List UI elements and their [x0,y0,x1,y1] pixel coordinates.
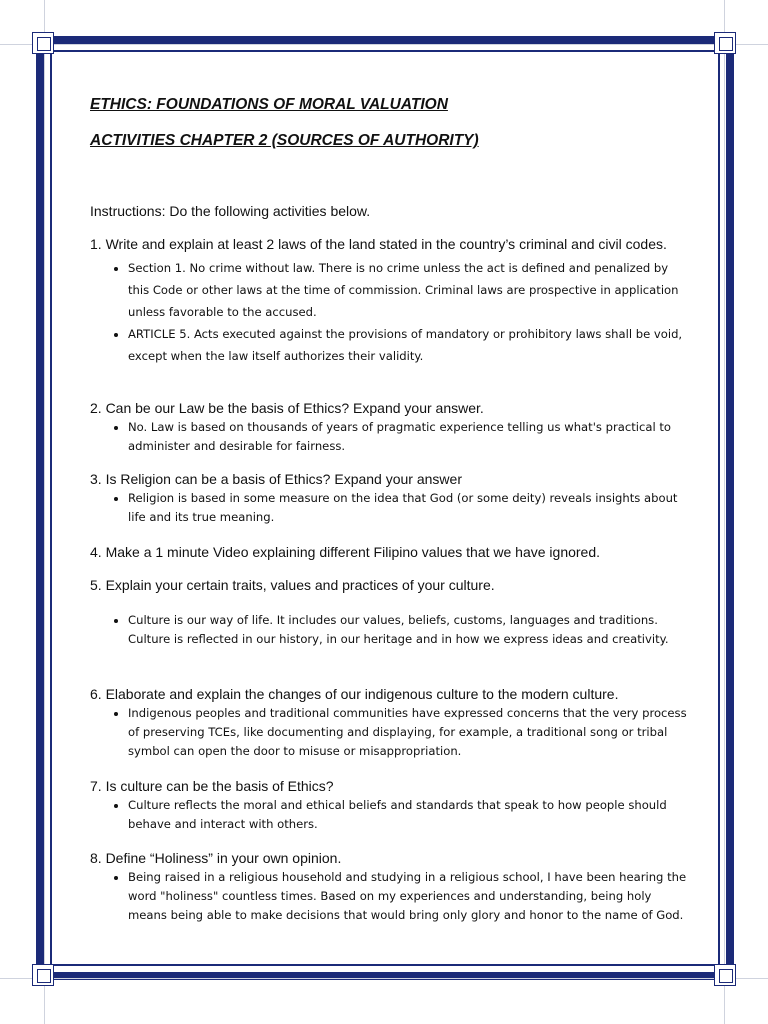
answer-list [90,796,690,834]
question-item-7 [90,776,690,834]
question-text: 7. Is culture can be the basis of Ethics? [90,778,334,794]
question-text: 1. Write and explain at least 2 laws of the land stated in the country’s criminal and civil codes. [90,236,667,252]
answer-item: • Religion is based in some measure on the idea that God (or some deity) reveals insights about life and its true meaning. [128,489,690,527]
question-text: 4. Make a 1 minute Video explaining different Filipino values that we have ignored. [90,544,601,560]
answer-item: • Indigenous peoples and traditional communities have expressed concerns that the very process of preserving TCEs, like documenting and displaying, for example, a traditional song or tribal symbol can open the door to misuse or misappropriation. [128,704,690,761]
question-text: 3. Is Religion can be a basis of Ethics? Expand your answer [90,471,462,487]
document-subtitle: ACTIVITIES CHAPTER 2 (SOURCES OF AUTHORITY) [90,132,479,149]
question-item-6 [90,684,690,761]
answer-item: • Culture is our way of life. It includes our values, beliefs, customs, languages and traditions. Culture is reflected in our history, in our heritage and in how we express ideas and creativity. [128,611,690,649]
question-text: 2. Can be our Law be the basis of Ethics? Expand your answer. [90,400,484,416]
crop-line [724,0,725,1024]
crop-line [0,44,768,45]
answer-list [90,257,690,367]
crop-line [0,978,768,979]
answer-list [90,704,690,761]
question-item-2 [90,398,690,456]
corner-ornament [714,32,736,54]
question-item-4 [90,542,690,562]
crop-line [44,0,45,1024]
question-text: 8. Define “Holiness” in your own opinion. [90,850,342,866]
answer-item: • ARTICLE 5. Acts executed against the provisions of mandatory or prohibitory laws shall be void, except when the law itself authorizes their validity. [128,323,690,367]
answer-item: • No. Law is based on thousands of years of pragmatic experience telling us what's practical to administer and desirable for fairness. [128,418,690,456]
answer-list [90,868,690,925]
answer-list [90,611,690,649]
document-title: ETHICS: FOUNDATIONS OF MORAL VALUATION [90,96,448,113]
answer-list [90,489,690,527]
question-item-8 [90,848,690,925]
corner-ornament [32,964,54,986]
instructions-text: Instructions: Do the following activities below. [90,203,371,219]
answer-list [90,418,690,456]
question-text: 5. Explain your certain traits, values and practices of your culture. [90,577,495,593]
question-item-5 [90,575,690,649]
question-item-1 [90,234,690,367]
corner-ornament [32,32,54,54]
answer-item: • Section 1. No crime without law. There is no crime unless the act is defined and penalized by this Code or other laws at the time of commission. Criminal laws are prospective in application unless favorable to the accused. [128,257,690,323]
answer-item: • Being raised in a religious household and studying in a religious school, I have been hearing the word "holiness" countless times. Based on my experiences and understanding, being holy means being able to make decisions that would bring only glory and honor to the name of God. [128,868,690,925]
question-text: 6. Elaborate and explain the changes of our indigenous culture to the modern culture. [90,686,619,702]
question-item-3 [90,469,690,527]
answer-item: • Culture reflects the moral and ethical beliefs and standards that speak to how people should behave and interact with others. [128,796,690,834]
corner-ornament [714,964,736,986]
